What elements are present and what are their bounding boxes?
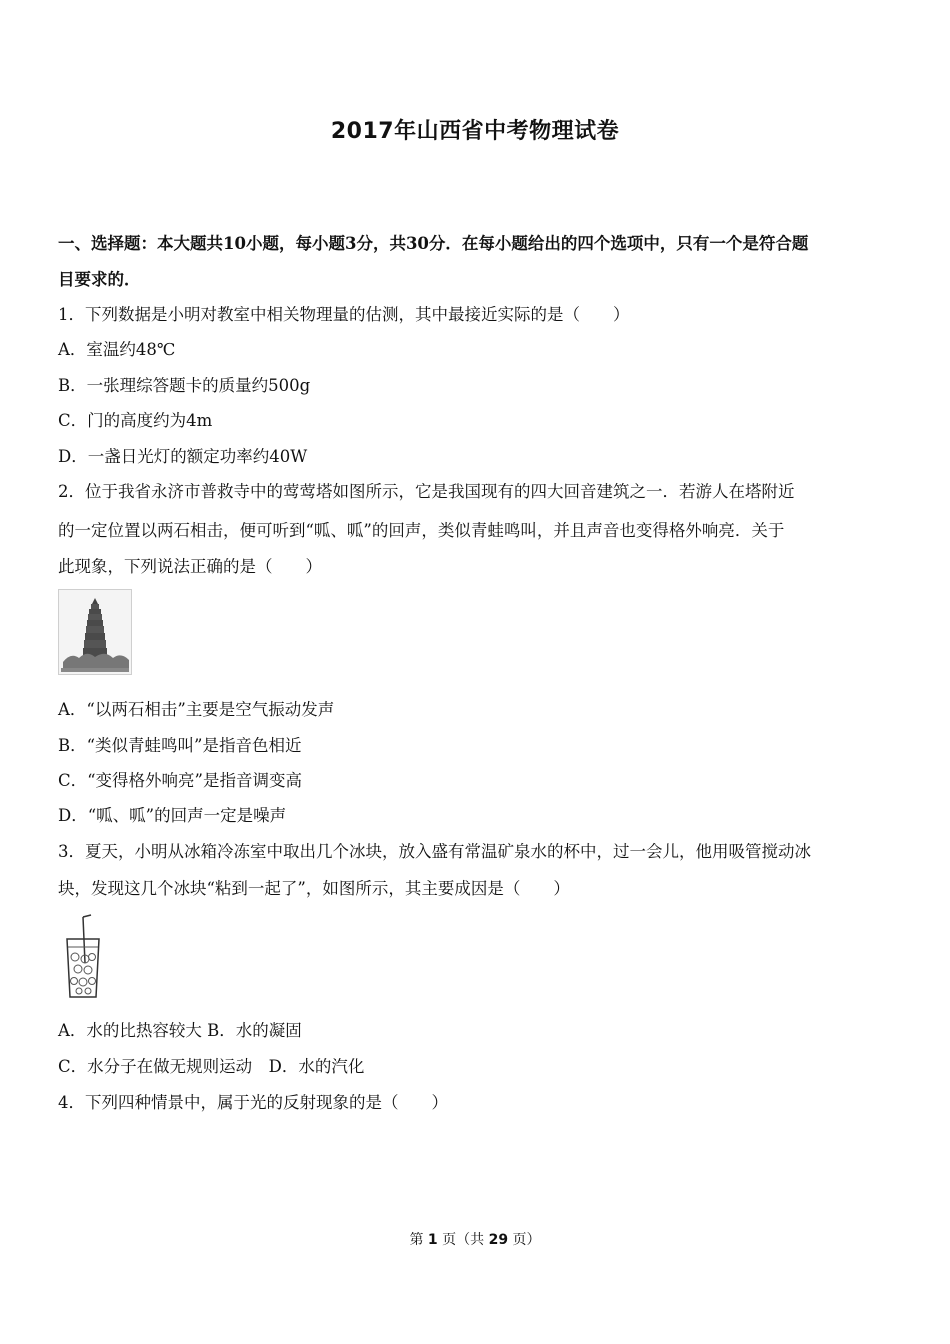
q2-stem-line2: 的一定位置以两石相击，便可听到“呱、呱”的回声，类似青蛙鸣叫，并且声音也变得格外响亮．关于: [58, 521, 785, 540]
footer-suffix: 页）: [512, 1232, 541, 1248]
footer-total-pages: 29: [488, 1232, 509, 1248]
q1-option-d: D．一盏日光灯的额定功率约40W: [58, 447, 308, 466]
ice-cup-image: [58, 912, 108, 1002]
q1-option-b: B．一张理综答题卡的质量约500g: [58, 376, 311, 395]
ice-cup-icon: [59, 913, 107, 1001]
page-title: 2017年山西省中考物理试卷: [330, 119, 620, 144]
section-heading-line1: 一、选择题：本大题共10小题，每小题3分，共30分．在每小题给出的四个选项中，只有一个是符合题: [58, 234, 809, 253]
q2-stem-line3: 此现象，下列说法正确的是（ ）: [58, 557, 322, 576]
footer-prefix: 第: [409, 1232, 424, 1248]
q1-option-a: A．室温约48℃: [58, 340, 176, 359]
q1-option-c: C．门的高度约为4m: [58, 411, 213, 430]
page-footer: [0, 1229, 950, 1249]
q2-stem-line1: 2．位于我省永济市普救寺中的莺莺塔如图所示，它是我国现有的四大回音建筑之一．若游人在塔附近: [58, 482, 795, 501]
q3-stem-line1: 3．夏天，小明从冰箱冷冻室中取出几个冰块，放入盛有常温矿泉水的杯中，过一会儿，他用吸管搅动冰: [58, 842, 811, 861]
q2-option-c: C．“变得格外响亮”是指音调变高: [58, 771, 302, 790]
footer-page-number: 1: [427, 1232, 438, 1248]
q3-stem-line2: 块，发现这几个冰块“粘到一起了”，如图所示，其主要成因是（ ）: [58, 879, 570, 898]
q1-stem: 1．下列数据是小明对教室中相关物理量的估测，其中最接近实际的是（ ）: [58, 305, 630, 324]
pagoda-icon: [59, 590, 131, 674]
q4-stem: 4．下列四种情景中，属于光的反射现象的是（ ）: [58, 1093, 448, 1112]
q2-option-b: B．“类似青蛙鸣叫”是指音色相近: [58, 736, 302, 755]
q3-options-cd: C．水分子在做无规则运动 D．水的汽化: [58, 1057, 365, 1076]
pagoda-image: [58, 589, 132, 675]
q3-options-ab: A．水的比热容较大 B．水的凝固: [58, 1021, 302, 1040]
section-heading-line2: 目要求的．: [58, 270, 141, 289]
q2-option-a: A．“以两石相击”主要是空气振动发声: [58, 700, 335, 719]
footer-middle: 页（共: [442, 1232, 485, 1248]
q2-option-d: D．“呱、呱”的回声一定是噪声: [58, 806, 287, 825]
